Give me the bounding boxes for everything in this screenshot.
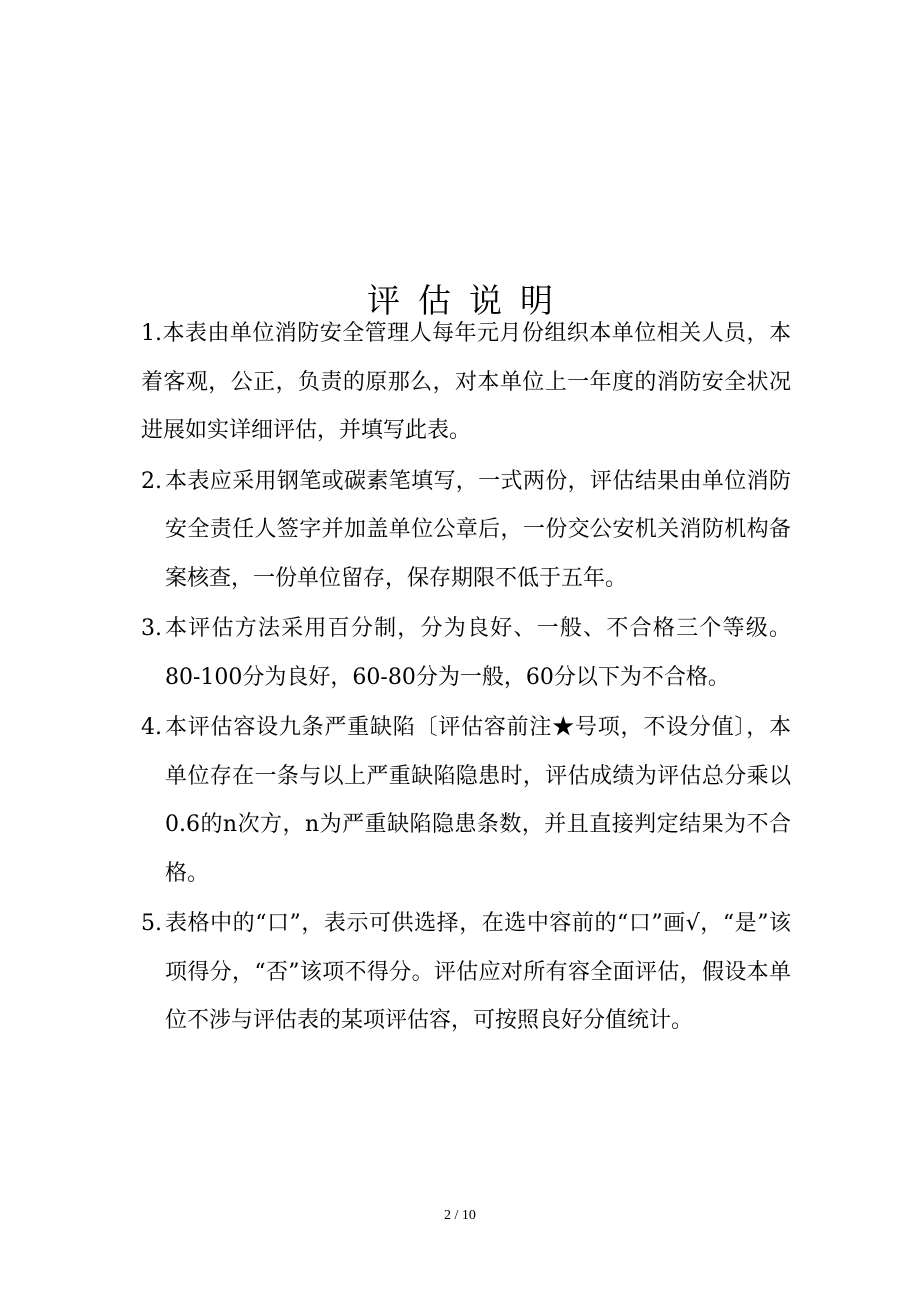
- item-number: 5.: [141, 911, 162, 936]
- page-number: 2 / 10: [444, 1208, 476, 1223]
- item-number: 3.: [141, 616, 162, 641]
- item-text: 本评估方法采用百分制，分为良好、一般、不合格三个等级。80-100分为良好，60-80分为一般，60分以下为不合格。: [165, 616, 791, 690]
- item-text: 本表由单位消防安全管理人每年元月份组织本单位相关人员，本着客观，公正，负责的原那么，对本单位上一年度的消防安全状况进展如实详细评估，并填写此表。: [141, 321, 791, 443]
- item-number: 1.: [141, 321, 162, 346]
- item-text: 本表应采用钢笔或碳素笔填写，一式两份，评估结果由单位消防安全责任人签字并加盖单位公章后，一份交公安机关消防机构备案核查，一份单位留存，保存期限不低于五年。: [165, 468, 791, 591]
- list-item: [141, 605, 791, 702]
- list-item: [141, 458, 791, 604]
- item-number: 4.: [141, 715, 162, 740]
- item-text: 表格中的“口”，表示可供选择，在选中容前的“口”画√，“是”该项得分，“否”该项不得分。评估应对所有容全面评估，假设本单位不涉与评估表的某项评估容，可按照良好分值统计。: [165, 911, 791, 1033]
- list-item: [141, 704, 791, 898]
- item-number: 2.: [141, 468, 162, 494]
- instructions-list: [141, 310, 791, 1048]
- item-text: 本评估容设九条严重缺陷〔评估容前注★号项，不设分值〕，本单位存在一条与以上严重缺陷隐患时，评估成绩为评估总分乘以0.6的n次方，n为严重缺陷隐患条数，并且直接判定结果为不合格。: [165, 715, 791, 886]
- list-item: [141, 900, 791, 1046]
- list-item: [141, 310, 791, 456]
- page-title: 评估说明: [367, 281, 571, 321]
